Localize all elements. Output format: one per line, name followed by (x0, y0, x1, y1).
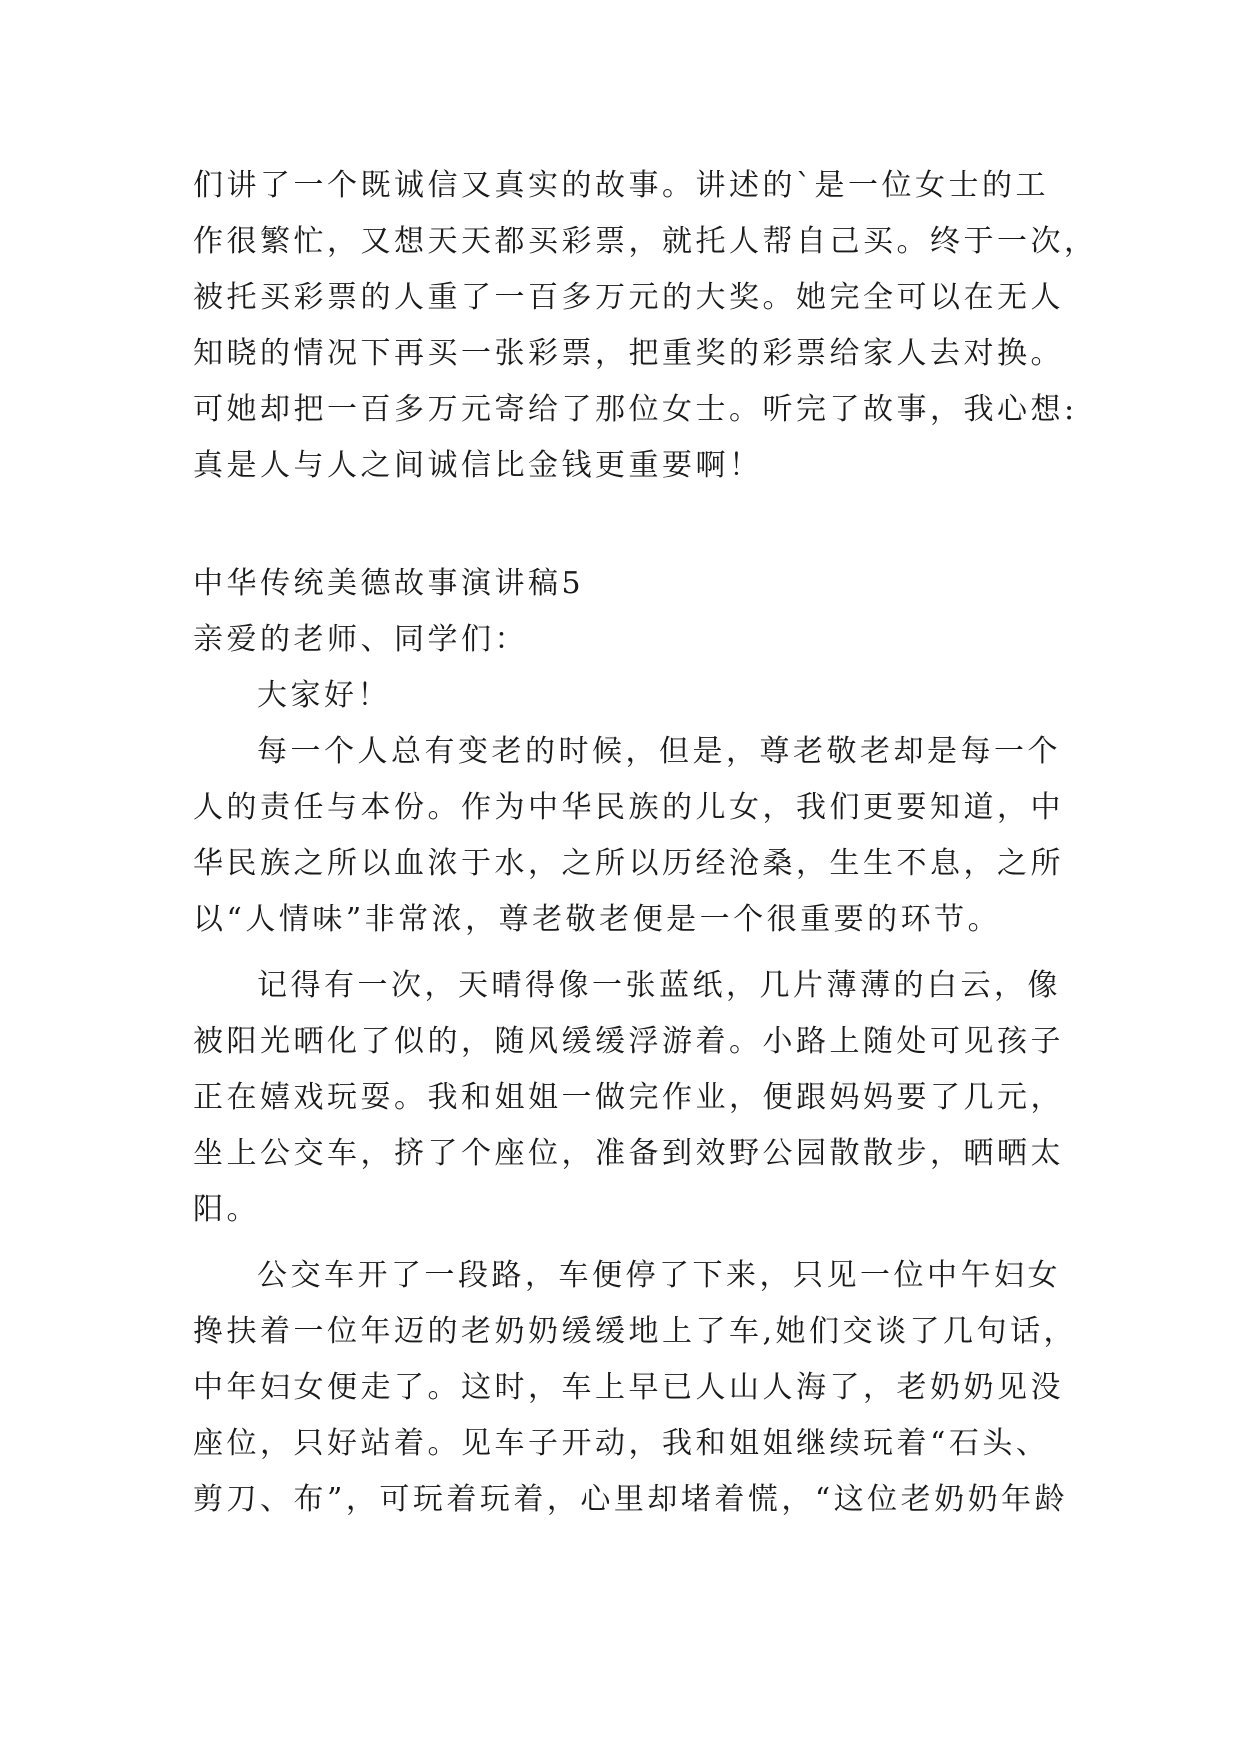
text-line: 剪刀、布”，可玩着玩着，心里却堵着慌，“这位老奶奶年龄 (193, 1482, 1069, 1517)
document-body (193, 158, 1098, 1528)
text-line: 中年妇女便走了。这时，车上早已人山人海了，老奶奶见没 (193, 1370, 1064, 1405)
greeting: 大家好！ (257, 678, 391, 713)
text-line: 被托买彩票的人重了一百多万元的大奖。她完全可以在无人 (193, 280, 1064, 315)
section-title: 中华传统美德故事演讲稿5 (193, 566, 585, 601)
text-line: 可她却把一百多万元寄给了那位女士。听完了故事，我心想: (193, 392, 1078, 427)
text-line: 座位，只好站着。见车子开动，我和姐姐继续玩着“石头、 (193, 1426, 1050, 1461)
text-line: 正在嬉戏玩耍。我和姐姐一做完作业，便跟妈妈要了几元， (193, 1080, 1064, 1115)
text-line: 华民族之所以血浓于水，之所以历经沧桑，生生不息，之所 (193, 846, 1064, 881)
text-line: 每一个人总有变老的时候，但是，尊老敬老却是每一个 (257, 734, 1061, 769)
text-line: 坐上公交车，挤了个座位，准备到效野公园散散步，晒晒太 (193, 1136, 1064, 1171)
salutation: 亲爱的老师、同学们： (193, 622, 528, 657)
text-line: 记得有一次，天晴得像一张蓝纸，几片薄薄的白云，像 (257, 968, 1061, 1003)
text-line: 被阳光晒化了似的，随风缓缓浮游着。小路上随处可见孩子 (193, 1024, 1064, 1059)
paragraph-sunny-day (193, 958, 1063, 1238)
text-line: 搀扶着一位年迈的老奶奶缓缓地上了车,她们交谈了几句话， (193, 1314, 1078, 1349)
text-line: 知晓的情况下再买一张彩票，把重奖的彩票给家人去对换。 (193, 336, 1064, 371)
text-line: 们讲了一个既诚信又真实的故事。讲述的`是一位女士的工 (193, 168, 1049, 203)
text-line: 作很繁忙，又想天天都买彩票，就托人帮自己买。终于一次， (193, 224, 1098, 259)
paragraph-respect-elders (193, 724, 1063, 948)
text-line: 真是人与人之间诚信比金钱更重要啊！ (193, 448, 763, 483)
text-line: 阳。 (193, 1192, 260, 1227)
text-line: 公交车开了一段路，车便停了下来，只见一位中午妇女 (257, 1258, 1061, 1293)
paragraph-bus-ride (193, 1248, 1078, 1528)
intro-paragraph (193, 158, 1098, 494)
text-line: 以“人情味”非常浓，尊老敬老便是一个很重要的环节。 (193, 902, 1002, 937)
text-line: 人的责任与本份。作为中华民族的儿女，我们更要知道，中 (193, 790, 1064, 825)
